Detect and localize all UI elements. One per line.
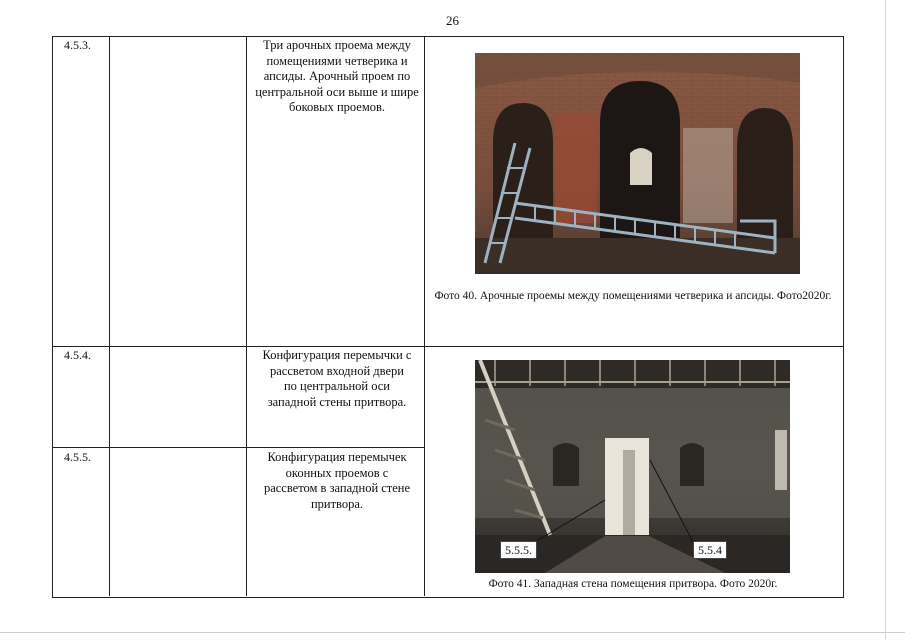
- photo-caption: Фото 41. Западная стена помещения притвора. Фото 2020г.: [488, 578, 778, 590]
- row-divider: [52, 447, 424, 448]
- row-description: Конфигурация перемычек оконных проемов с рассветом в западной стене притвора.: [263, 450, 411, 511]
- scan-edge: [885, 0, 886, 640]
- column-divider: [424, 36, 425, 596]
- callout-label: 5.5.5.: [500, 541, 537, 559]
- row-number: 4.5.5.: [64, 450, 91, 464]
- column-divider: [109, 36, 110, 596]
- photo-arches: [475, 53, 800, 274]
- row-number: 4.5.4.: [64, 348, 91, 362]
- row-description: Конфигурация перемычки с рассветом входной двери по центральной оси западной стены притвора.: [262, 348, 412, 409]
- callout-label: 5.5.4: [693, 541, 727, 559]
- photo-caption: Фото 40. Арочные проемы между помещениями четверика и апсиды. Фото2020г.: [434, 290, 832, 302]
- row-number: 4.5.3.: [64, 38, 91, 52]
- row-description: Три арочных проема между помещениями четверика и апсиды. Арочный проем по центральной оси выше и шире боковых проемов.: [255, 38, 419, 114]
- scan-edge: [0, 632, 905, 633]
- page-number: 26: [446, 13, 459, 28]
- row-divider: [52, 346, 843, 347]
- column-divider: [246, 36, 247, 596]
